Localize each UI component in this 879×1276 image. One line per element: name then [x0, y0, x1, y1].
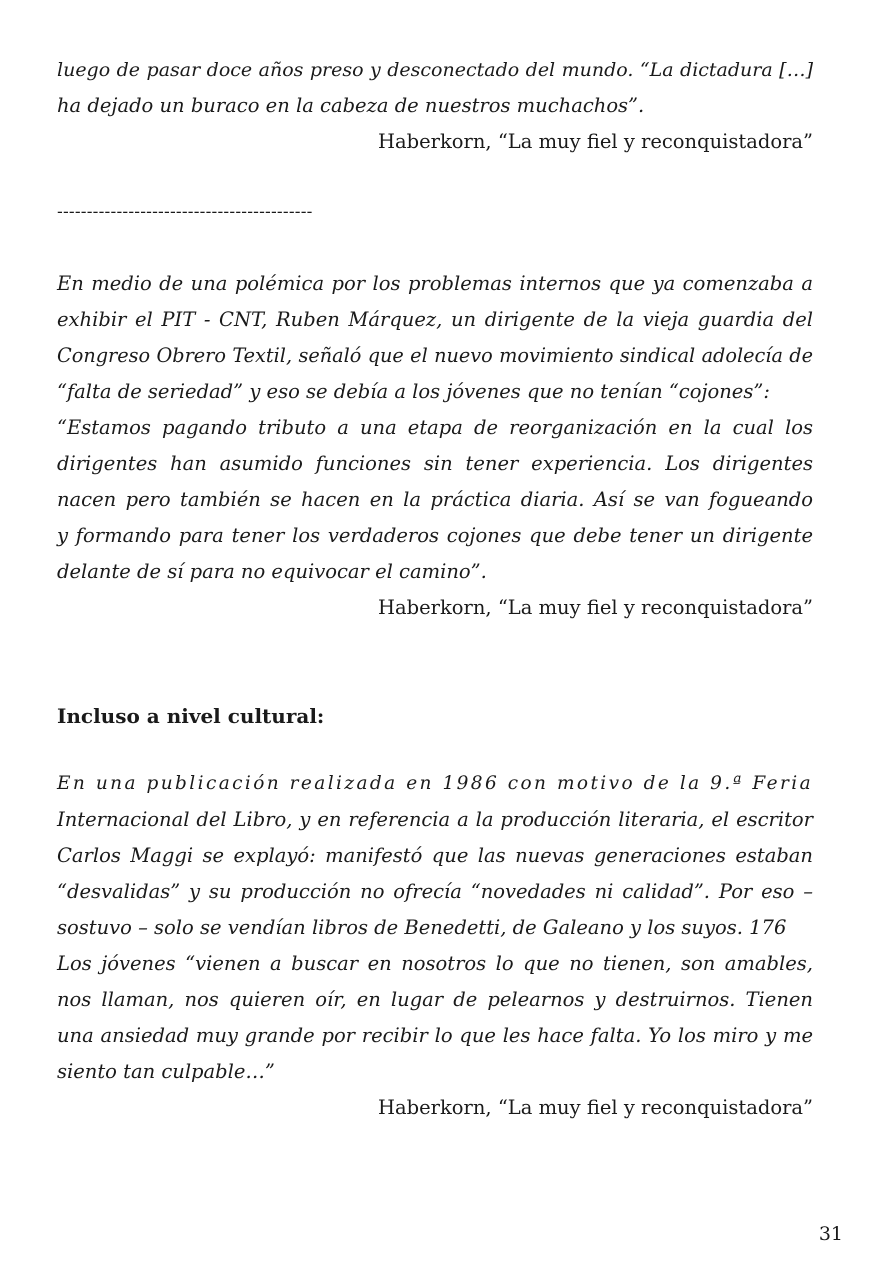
quote2-line: Congreso Obrero Textil, señaló que el nuevo movimiento sindical adolecía de — [57, 344, 813, 367]
quote3-line: En una publicación realizada en 1986 con motivo de la 9.ª Feria — [57, 773, 813, 794]
quote2-line: “falta de seriedad” y eso se debía a los jóvenes que no tenían “cojones”: — [57, 380, 770, 403]
quote3-attribution: Haberkorn, “La muy fiel y reconquistadora” — [378, 1096, 813, 1119]
quote2-line: dirigentes han asumido funciones sin tener experiencia. Los dirigentes — [57, 452, 813, 475]
quote2-line: y formando para tener los verdaderos cojones que debe tener un dirigente — [57, 524, 813, 547]
quote2-attribution: Haberkorn, “La muy fiel y reconquistadora” — [378, 596, 813, 619]
quote3-line: Carlos Maggi se explayó: manifestó que las nuevas generaciones estaban — [57, 844, 813, 867]
quote2-line: “Estamos pagando tributo a una etapa de reorganización en la cual los — [57, 416, 813, 439]
quote3-line: una ansiedad muy grande por recibir lo que les hace falta. Yo los miro y me — [57, 1024, 813, 1047]
section-heading: Incluso a nivel cultural: — [57, 704, 325, 728]
quote3-line: siento tan culpable…” — [57, 1060, 275, 1083]
quote2-line: delante de sí para no equivocar el camino”. — [57, 560, 487, 583]
quote1-attribution: Haberkorn, “La muy fiel y reconquistadora” — [378, 130, 813, 153]
quote3-line: nos llaman, nos quieren oír, en lugar de pelearnos y destruirnos. Tienen — [57, 988, 813, 1011]
quote2-line: nacen pero también se hacen en la práctica diaria. Así se van fogueando — [57, 488, 813, 511]
quote1-line: ha dejado un buraco en la cabeza de nuestros muchachos”. — [57, 94, 645, 117]
quote3-line: Internacional del Libro, y en referencia a la producción literaria, el escritor — [57, 808, 813, 831]
quote2-line: En medio de una polémica por los problemas internos que ya comenzaba a — [57, 272, 813, 295]
quote3-line: “desvalidas” y su producción no ofrecía “novedades ni calidad”. Por eso – — [57, 880, 813, 903]
quote3-line: Los jóvenes “vienen a buscar en nosotros lo que no tienen, son amables, — [57, 952, 813, 975]
quote3-line: sostuvo – solo se vendían libros de Benedetti, de Galeano y los suyos. 176 — [57, 916, 787, 939]
quote2-line: exhibir el PIT - CNT, Ruben Márquez, un dirigente de la vieja guardia del — [57, 308, 813, 331]
page-body — [57, 0, 813, 1276]
quote1-line: luego de pasar doce años preso y desconectado del mundo. “La dictadura […] — [57, 59, 813, 81]
page-number: 31 — [818, 1223, 843, 1245]
section-divider: ------------------------------------------- — [57, 202, 313, 222]
